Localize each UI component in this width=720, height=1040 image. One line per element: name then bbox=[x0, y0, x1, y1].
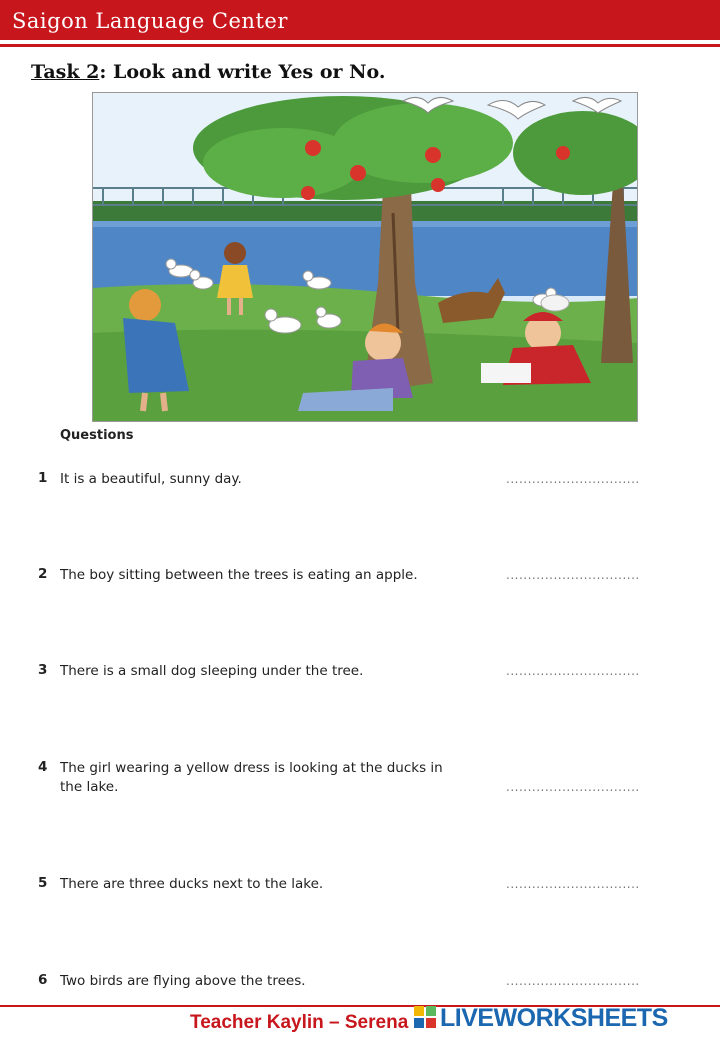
question-text: There is a small dog sleeping under the tree. bbox=[60, 663, 364, 679]
liveworksheets-brand: LIVEWORKSHEETS bbox=[440, 1004, 668, 1032]
liveworksheets-logo[interactable] bbox=[414, 1004, 714, 1034]
question-text: There are three ducks next to the lake. bbox=[60, 876, 324, 892]
liveworksheets-icon bbox=[414, 1006, 436, 1028]
answer-input-3[interactable] bbox=[506, 662, 674, 680]
question-number: 5 bbox=[38, 875, 48, 891]
footer-teacher: Teacher Kaylin – Serena bbox=[190, 1012, 409, 1033]
question-text: The girl wearing a yellow dress is looking at the ducks in the lake. bbox=[60, 760, 443, 795]
task-instruction: : Look and write Yes or No. bbox=[99, 61, 386, 83]
answer-input-2[interactable] bbox=[506, 566, 674, 584]
question-text: Two birds are flying above the trees. bbox=[60, 973, 306, 989]
header-bar bbox=[0, 0, 720, 40]
question-number: 3 bbox=[38, 662, 48, 678]
question-text: It is a beautiful, sunny day. bbox=[60, 471, 242, 487]
answer-input-5[interactable] bbox=[506, 875, 674, 893]
question-number: 6 bbox=[38, 972, 48, 988]
question-number: 1 bbox=[38, 470, 48, 486]
answer-input-6[interactable] bbox=[506, 972, 674, 990]
question-number: 4 bbox=[38, 759, 48, 775]
park-scene-illustration bbox=[92, 92, 638, 422]
task-label: Task 2 bbox=[31, 61, 100, 83]
answer-input-1[interactable] bbox=[506, 470, 674, 488]
header-divider bbox=[0, 44, 720, 47]
questions-heading: Questions bbox=[60, 428, 134, 443]
answer-input-4[interactable] bbox=[506, 778, 674, 796]
task-title bbox=[31, 61, 385, 83]
question-text: The boy sitting between the trees is eating an apple. bbox=[60, 567, 418, 583]
question-number: 2 bbox=[38, 566, 48, 582]
header-title: Saigon Language Center bbox=[12, 9, 288, 33]
